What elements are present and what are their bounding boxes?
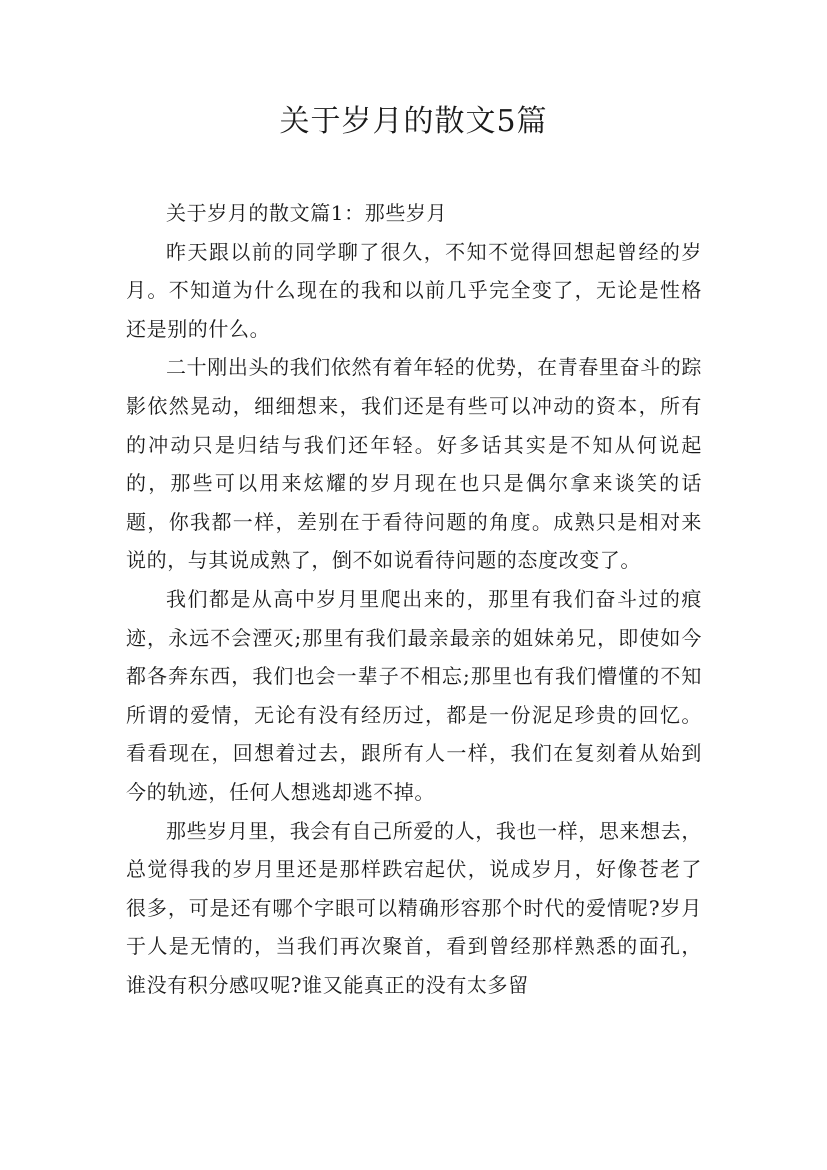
paragraph: 那些岁月里，我会有自己所爱的人，我也一样，思来想去，总觉得我的岁月里还是那样跌宕起伏，说成岁月，好像苍老了很多，可是还有哪个字眼可以精确形容那个时代的爱情呢?岁月于人是无情的，当我们再次聚首，看到曾经那样熟悉的面孔，谁没有积分感叹呢?谁又能真正的没有太多留 xyxy=(126,818,702,997)
paragraph: 我们都是从高中岁月里爬出来的，那里有我们奋斗过的痕迹，永远不会湮灭;那里有我们最亲最亲的姐妹弟兄，即使如今都各奔东西，我们也会一辈子不相忘;那里也有我们懵懂的不知所谓的爱情，无论有没有经历过，都是一份泥足珍贵的回忆。看看现在，回想着过去，跟所有人一样，我们在复刻着从始到今的轨迹，任何人想逃却逃不掉。 xyxy=(126,586,702,804)
document-title: 关于岁月的散文5篇 xyxy=(279,104,548,139)
section-heading: 关于岁月的散文篇1：那些岁月 xyxy=(166,201,448,225)
document-body xyxy=(126,194,702,1004)
paragraph: 二十刚出头的我们依然有着年轻的优势，在青春里奋斗的踪影依然晃动，细细想来，我们还是有些可以冲动的资本，所有的冲动只是归结与我们还年轻。好多话其实是不知从何说起的，那些可以用来炫耀的岁月现在也只是偶尔拿来谈笑的话题，你我都一样，差别在于看待问题的角度。成熟只是相对来说的，与其说成熟了，倒不如说看待问题的态度改变了。 xyxy=(126,355,702,573)
paragraph: 昨天跟以前的同学聊了很久，不知不觉得回想起曾经的岁月。不知道为什么现在的我和以前几乎完全变了，无论是性格还是别的什么。 xyxy=(126,239,702,341)
